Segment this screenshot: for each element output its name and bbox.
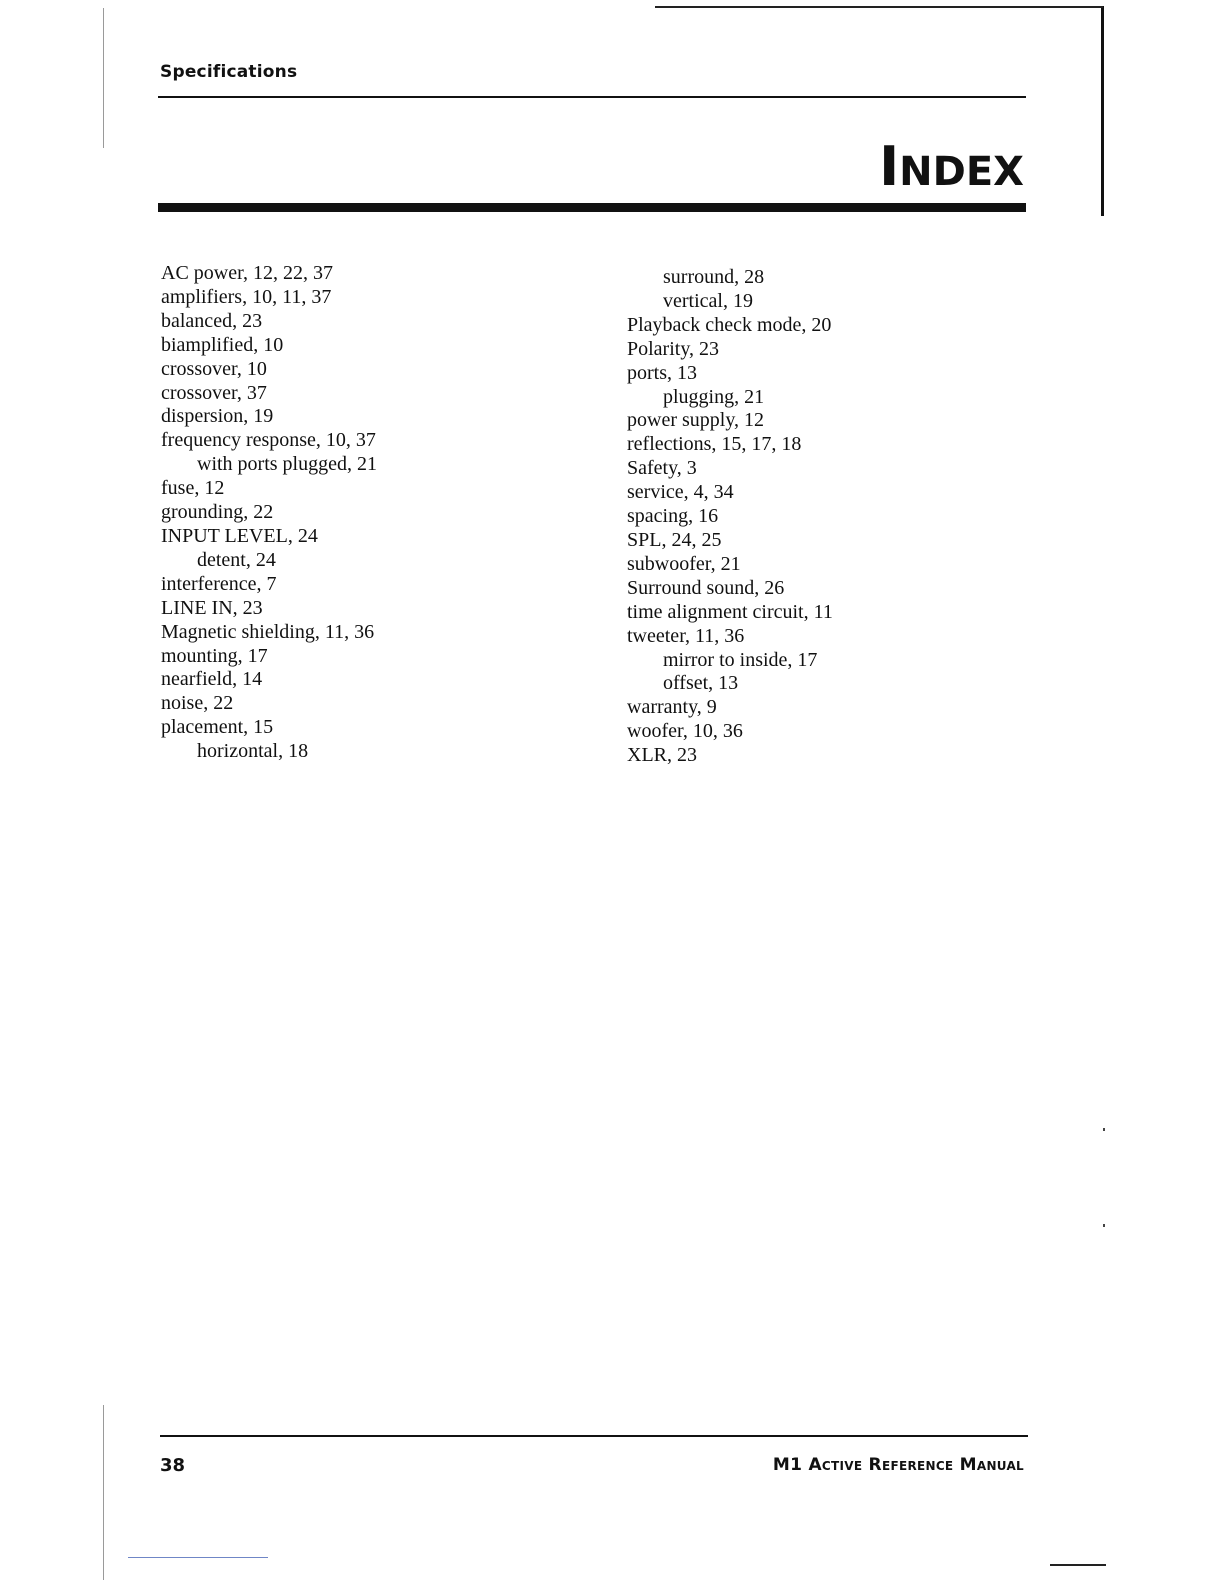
scan-speck [1103,1224,1105,1227]
index-subentry: vertical, 19 [663,289,753,312]
index-subentry: mirror to inside, 17 [663,648,818,671]
index-entry: fuse, 12 [161,477,225,500]
index-entry: mounting, 17 [161,644,268,667]
index-entry: interference, 7 [161,572,277,595]
index-entry: tweeter, 11, 36 [627,624,745,647]
scan-edge-left-bottom [103,1405,104,1580]
index-entry: XLR, 23 [627,744,697,767]
scan-speck [1103,1128,1105,1131]
index-entry: warranty, 9 [627,696,717,719]
index-entry: SPL, 24, 25 [627,528,722,551]
index-entry: LINE IN, 23 [161,596,263,619]
page-number: 38 [160,1455,186,1476]
index-entry: crossover, 10 [161,357,267,380]
index-entry: frequency response, 10, 37 [161,429,376,452]
index-column-left [161,262,581,764]
index-subentry: plugging, 21 [663,385,765,408]
page-title-rest: NDEX [899,149,1024,195]
index-entry: amplifiers, 10, 11, 37 [161,285,332,308]
index-entry: nearfield, 14 [161,668,263,691]
footer-rule [160,1435,1028,1437]
index-subentry: offset, 13 [663,672,739,695]
index-entry: Magnetic shielding, 11, 36 [161,620,375,643]
index-subentry: horizontal, 18 [197,740,309,763]
index-entry: reflections, 15, 17, 18 [627,433,802,456]
index-subentry: with ports plugged, 21 [197,453,377,476]
scan-edge-bottom-right [1050,1564,1106,1566]
index-entry: Surround sound, 26 [627,576,785,599]
page-title-initial: I [879,135,900,198]
scan-edge-bottom-blue [128,1557,268,1558]
index-column-right [627,262,1047,768]
index-entry: crossover, 37 [161,381,267,404]
index-entry: time alignment circuit, 11 [627,600,833,623]
index-entry: biamplified, 10 [161,333,284,356]
scan-edge-left-top [103,8,104,148]
index-entry: dispersion, 19 [161,405,274,428]
index-entry: subwoofer, 21 [627,552,741,575]
index-entry: INPUT LEVEL, 24 [161,524,318,547]
index-subentry: detent, 24 [197,548,276,571]
index-entry: balanced, 23 [161,309,263,332]
index-entry: ports, 13 [627,361,697,384]
index-entry: power supply, 12 [627,409,765,432]
index-entry: woofer, 10, 36 [627,720,743,743]
index-entry: Safety, 3 [627,457,697,480]
index-entry: service, 4, 34 [627,481,734,504]
index-entry: AC power, 12, 22, 37 [161,262,333,284]
index-entry: spacing, 16 [627,505,719,528]
header-rule [158,96,1026,98]
index-entry: placement, 15 [161,716,274,739]
index-subentry: surround, 28 [663,266,765,288]
index-entry: noise, 22 [161,692,234,715]
index-entry: grounding, 22 [161,501,274,524]
scan-edge-right [1101,6,1104,216]
running-head: Specifications [160,62,298,82]
title-rule [158,203,1026,212]
manual-title: M1 Active Reference Manual [772,1455,1024,1475]
scan-edge-top [655,6,1103,8]
page-title [879,135,1024,198]
index-entry: Playback check mode, 20 [627,313,832,336]
index-entry: Polarity, 23 [627,337,720,360]
